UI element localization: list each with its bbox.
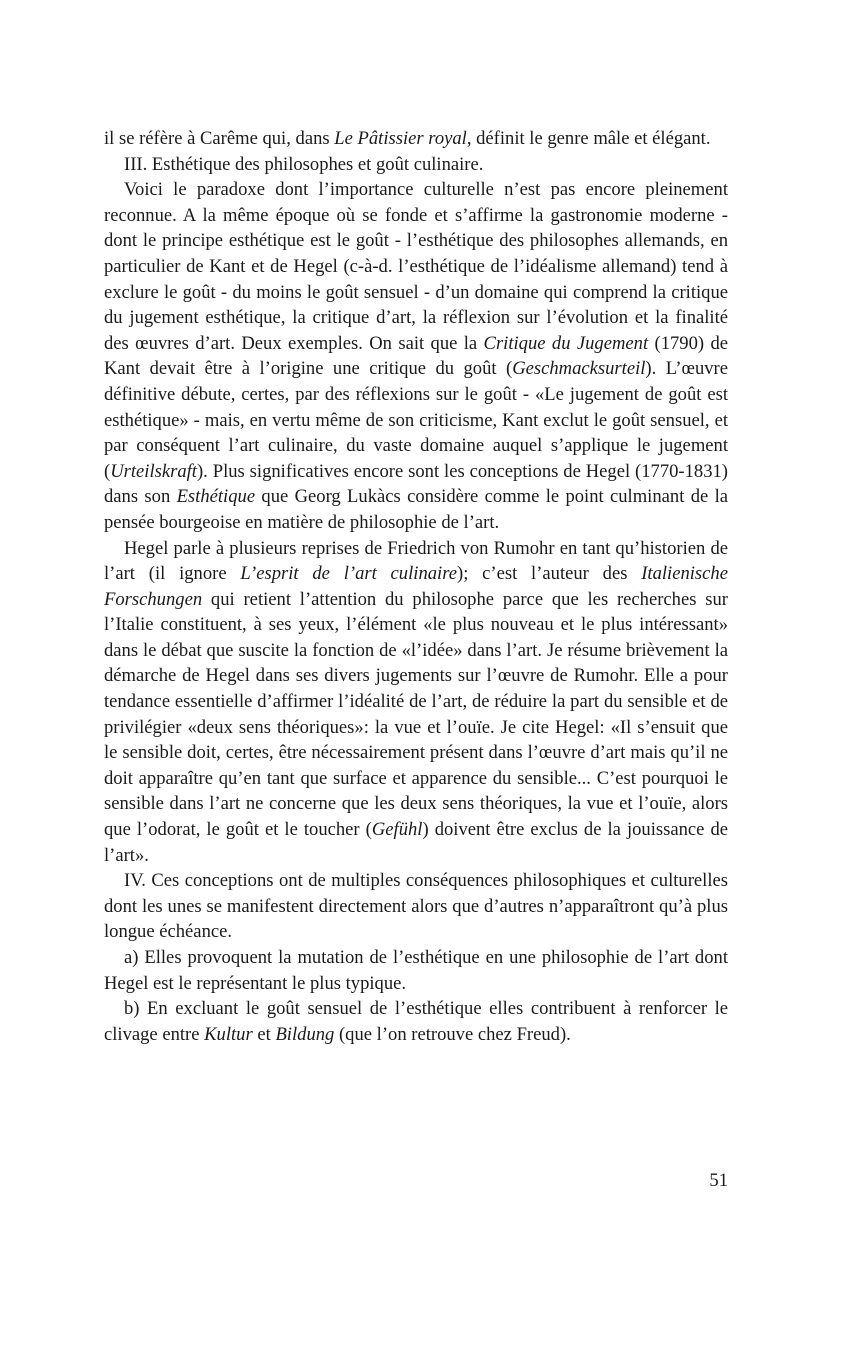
- paragraph: [104, 868, 728, 945]
- text-run: que Georg Lukàcs considère comme le point culminant de la pensée bourgeoise en matière de philosophie de l’art.: [104, 486, 728, 533]
- italic-text: Geschmacksurteil: [512, 358, 646, 380]
- italic-text: Esthétique: [176, 486, 256, 508]
- italic-text: Kultur: [204, 1023, 253, 1045]
- text-run: qui retient l’attention du philosophe parce que les recherches sur l’Italie constituent, à ses yeux, l’élément «le plus nouveau et le plus intéressant» dans le débat que suscite la fonction de «l’idée» dans l’art. Je résume brièvement la démarche de Hegel dans ses divers jugements sur l’œuvre de Rumohr. Elle a pour tendance essentielle d’affirmer l’idéalité de l’art, de réduire la part du sensible et de privilégier «deux sens théoriques»: la vue et l’ouïe. Je cite Hegel: «Il s’ensuit que le sensible doit, certes, être nécessairement présent dans l’œuvre d’art mais qu’il ne doit apparaître qu’en tant que surface et apparence du sensible... C’est pourquoi le sensible dans l’art ne concerne que les deux sens théoriques, la vue et l’ouïe, alors que l’odorat, le goût et le toucher (: [104, 588, 728, 841]
- text-run: (1790) de Kant devait être à l’origine une critique du goût (: [104, 332, 728, 380]
- italic-text: Urteilskraft: [110, 460, 197, 482]
- text-run: ). Plus significatives encore sont les conceptions de Hegel (1770-1831) dans son: [104, 460, 728, 508]
- text-run: ); c’est l’auteur des: [457, 563, 642, 585]
- page-body: [104, 126, 728, 1047]
- text-run: ) doivent être exclus de la jouissance de l’art».: [104, 819, 729, 866]
- text-run: a) Elles provoquent la mutation de l’esthétique en une philosophie de l’art dont Hegel est le représentant le plus typique.: [104, 947, 728, 994]
- italic-text: Critique du Jugement: [483, 332, 649, 354]
- italic-text: Bildung: [275, 1023, 335, 1045]
- text-run: et: [252, 1023, 276, 1045]
- italic-text: Italienische Forschungen: [104, 563, 728, 610]
- text-run: ). L’œuvre définitive débute, certes, par des réflexions sur le goût - «Le jugement de goût est esthétique» - mais, en vertu même de son criticisme, Kant exclut le goût sensuel, et par conséquent l’art culinaire, du vaste domaine auquel s’applique le jugement (: [104, 358, 728, 482]
- paragraph: [104, 177, 728, 535]
- italic-text: Le Pâtissier royal: [334, 128, 467, 149]
- paragraph: [104, 536, 728, 869]
- page-number: 51: [709, 1170, 728, 1191]
- text-run: III. Esthétique des philosophes et goût culinaire.: [124, 153, 484, 175]
- italic-text: Gefühl: [371, 819, 423, 841]
- text-run: IV. Ces conceptions ont de multiples conséquences philosophiques et culturelles dont les unes se manifestent directement alors que d’autres n’apparaîtront qu’à plus longue échéance.: [104, 870, 728, 943]
- text-run: Voici le paradoxe dont l’importance culturelle n’est pas encore pleinement reconnue. A la même époque où se fonde et s’affirme la gastronomie moderne - dont le principe esthétique est le goût - l’esthétique des philosophes allemands, en particulier de Kant et de Hegel (c-à-d. l’esthétique de l’idéalisme allemand) tend à exclure le goût - du moins le goût sensuel - d’un domaine qui comprend la critique du jugement esthétique, la critique d’art, la réflexion sur l’évolution et la finalité des œuvres d’art. Deux exemples. On sait que la: [104, 179, 728, 354]
- paragraph: [104, 126, 728, 152]
- italic-text: L’esprit de l’art culinaire: [240, 563, 457, 585]
- paragraph: [104, 996, 728, 1047]
- text-run: Hegel parle à plusieurs reprises de Friedrich von Rumohr en tant qu’historien de l’art (il ignore: [104, 537, 728, 585]
- text-run: il se réfère à Carême qui, dans: [104, 128, 335, 149]
- text-run: , définit le genre mâle et élégant.: [466, 128, 711, 149]
- paragraph: [104, 152, 728, 178]
- paragraph: [104, 945, 728, 996]
- text-run: b) En excluant le goût sensuel de l’esthétique elles contribuent à renforcer le clivage entre: [104, 998, 728, 1045]
- text-run: (que l’on retrouve chez Freud).: [334, 1023, 571, 1045]
